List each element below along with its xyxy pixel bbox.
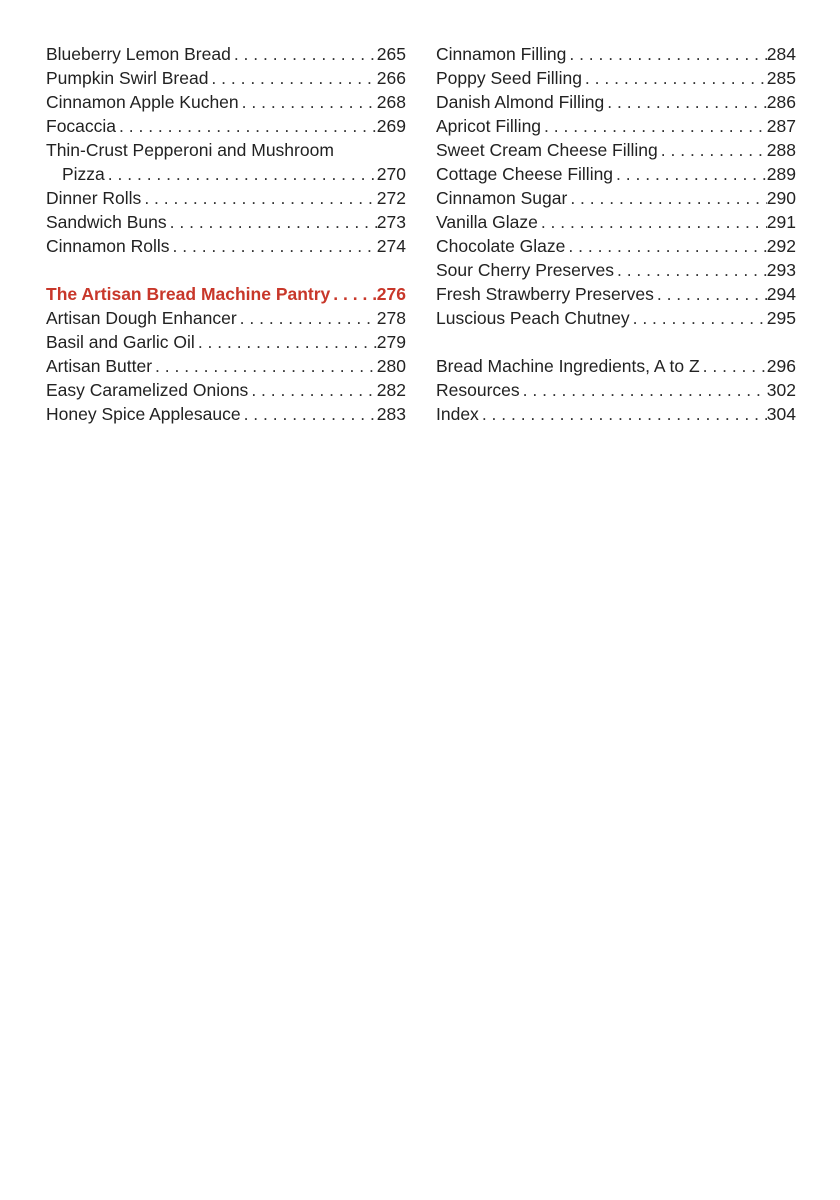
toc-entry-page: 279: [376, 332, 406, 352]
toc-entry-page: 265: [376, 44, 406, 64]
toc-entry-title: Cinnamon Filling: [436, 44, 567, 64]
toc-leader-dots: [195, 330, 377, 354]
toc-entry-page: 288: [766, 140, 796, 160]
toc-leader-dots: [630, 306, 767, 330]
toc-entry[interactable]: [436, 210, 796, 234]
toc-leader-dots: [241, 402, 377, 426]
toc-entry-page: 304: [766, 404, 796, 424]
toc-leader-dots: [479, 402, 767, 426]
toc-entry-title: Cinnamon Sugar: [436, 188, 568, 208]
toc-entry-title: Easy Caramelized Onions: [46, 380, 249, 400]
toc-entry[interactable]: [436, 42, 796, 66]
toc-leader-dots: [105, 162, 377, 186]
toc-leader-dots: [541, 114, 767, 138]
toc-entry[interactable]: [436, 354, 796, 378]
toc-leader-dots: [538, 210, 767, 234]
toc-leader-dots: [116, 114, 377, 138]
toc-entry-page: 296: [766, 356, 796, 376]
toc-entry-title: Cottage Cheese Filling: [436, 164, 614, 184]
toc-entry[interactable]: [436, 258, 796, 282]
toc-entry-page: 295: [766, 308, 796, 328]
toc-leader-dots: [208, 66, 376, 90]
toc-entry[interactable]: [436, 378, 796, 402]
toc-spacer: [46, 258, 406, 282]
toc-entry-page: 292: [766, 236, 796, 256]
toc-entry-title: Dinner Rolls: [46, 188, 142, 208]
toc-entry-title: Cinnamon Rolls: [46, 236, 170, 256]
toc-entry[interactable]: [46, 378, 406, 402]
toc-entry[interactable]: [436, 234, 796, 258]
toc-entry-page: 270: [376, 164, 406, 184]
toc-entry-page: 268: [376, 92, 406, 112]
toc-leader-dots: [567, 186, 766, 210]
toc-entry-title: Vanilla Glaze: [436, 212, 538, 232]
toc-entry[interactable]: [436, 306, 796, 330]
toc-leader-dots: [654, 282, 767, 306]
toc-entry[interactable]: [46, 330, 406, 354]
toc-section-page: 276: [376, 284, 406, 304]
toc-section-heading[interactable]: [46, 282, 406, 306]
toc-entry-title: Artisan Dough Enhancer: [46, 308, 237, 328]
toc-entry[interactable]: [46, 210, 406, 234]
toc-entry[interactable]: [46, 354, 406, 378]
toc-entry-title: Danish Almond Filling: [436, 92, 605, 112]
toc-entry-title: Cinnamon Apple Kuchen: [46, 92, 239, 112]
toc-section-title: The Artisan Bread Machine Pantry: [46, 284, 331, 304]
toc-entry[interactable]: [436, 162, 796, 186]
toc-entry-title: Sandwich Buns: [46, 212, 167, 232]
toc-entry[interactable]: [46, 234, 406, 258]
toc-entry[interactable]: [436, 402, 796, 426]
toc-right-column: [436, 42, 796, 426]
toc-leader-dots: [248, 378, 376, 402]
toc-entry-page: 269: [376, 116, 406, 136]
toc-entry-page: 284: [766, 44, 796, 64]
toc-entry[interactable]: [436, 282, 796, 306]
toc-entry-page: 282: [376, 380, 406, 400]
toc-entry-title: Focaccia: [46, 116, 117, 136]
toc-left-column: [46, 42, 406, 426]
toc-entry-page: 290: [766, 188, 796, 208]
table-of-contents: [46, 42, 796, 426]
toc-entry[interactable]: [46, 306, 406, 330]
toc-entry-page: 272: [376, 188, 406, 208]
toc-entry-title-continued: Pizza: [62, 164, 105, 184]
toc-entry-title: Chocolate Glaze: [436, 236, 566, 256]
toc-entry-title: Fresh Strawberry Preserves: [436, 284, 654, 304]
toc-entry-page: 291: [766, 212, 796, 232]
toc-entry-page: 287: [766, 116, 796, 136]
toc-leader-dots: [613, 162, 767, 186]
toc-entry[interactable]: [46, 42, 406, 66]
toc-entry-page: 293: [766, 260, 796, 280]
toc-leader-dots: [330, 282, 377, 306]
toc-leader-dots: [239, 90, 377, 114]
toc-spacer: [436, 330, 796, 354]
toc-entry[interactable]: [46, 90, 406, 114]
toc-leader-dots: [604, 90, 767, 114]
toc-entry-page: 285: [766, 68, 796, 88]
toc-leader-dots: [614, 258, 767, 282]
toc-entry-title: Basil and Garlic Oil: [46, 332, 195, 352]
toc-entry-title: Thin-Crust Pepperoni and Mushroom: [46, 140, 334, 160]
toc-leader-dots: [658, 138, 767, 162]
toc-leader-dots: [237, 306, 377, 330]
toc-entry[interactable]: [46, 186, 406, 210]
toc-leader-dots: [167, 210, 377, 234]
toc-entry-page: 280: [376, 356, 406, 376]
toc-entry[interactable]: [46, 66, 406, 90]
toc-entry[interactable]: [436, 66, 796, 90]
toc-entry[interactable]: [46, 402, 406, 426]
toc-entry-title: Resources: [436, 380, 520, 400]
toc-entry-page: 286: [766, 92, 796, 112]
toc-leader-dots: [152, 354, 377, 378]
toc-leader-dots: [170, 234, 377, 258]
toc-entry-title: Blueberry Lemon Bread: [46, 44, 231, 64]
toc-entry-page: 266: [376, 68, 406, 88]
toc-entry[interactable]: [436, 186, 796, 210]
toc-entry-title: Sour Cherry Preserves: [436, 260, 614, 280]
toc-entry[interactable]: [436, 114, 796, 138]
toc-leader-dots: [231, 42, 377, 66]
toc-leader-dots: [566, 42, 766, 66]
toc-entry[interactable]: [436, 138, 796, 162]
toc-entry-title: Apricot Filling: [436, 116, 542, 136]
toc-entry-title: Poppy Seed Filling: [436, 68, 582, 88]
toc-entry[interactable]: [436, 90, 796, 114]
toc-entry-page: 278: [376, 308, 406, 328]
toc-entry-title: Bread Machine Ingredients, A to Z: [436, 356, 700, 376]
toc-entry-page: 294: [766, 284, 796, 304]
toc-entry-page: 302: [766, 380, 796, 400]
toc-leader-dots: [582, 66, 767, 90]
toc-entry-page: 273: [376, 212, 406, 232]
toc-entry-title: Honey Spice Applesauce: [46, 404, 241, 424]
toc-entry-title: Sweet Cream Cheese Filling: [436, 140, 658, 160]
toc-entry-page: 274: [376, 236, 406, 256]
toc-entry-pizza-line1[interactable]: [46, 138, 406, 162]
toc-leader-dots: [520, 378, 767, 402]
toc-entry-title: Artisan Butter: [46, 356, 153, 376]
toc-entry-pizza-line2[interactable]: [46, 162, 406, 186]
toc-leader-dots: [700, 354, 767, 378]
toc-entry-title: Index: [436, 404, 479, 424]
toc-entry-title: Luscious Peach Chutney: [436, 308, 630, 328]
toc-entry-page: 283: [376, 404, 406, 424]
toc-leader-dots: [565, 234, 766, 258]
toc-entry-title: Pumpkin Swirl Bread: [46, 68, 209, 88]
toc-entry-page: 289: [766, 164, 796, 184]
toc-leader-dots: [141, 186, 376, 210]
toc-entry[interactable]: [46, 114, 406, 138]
